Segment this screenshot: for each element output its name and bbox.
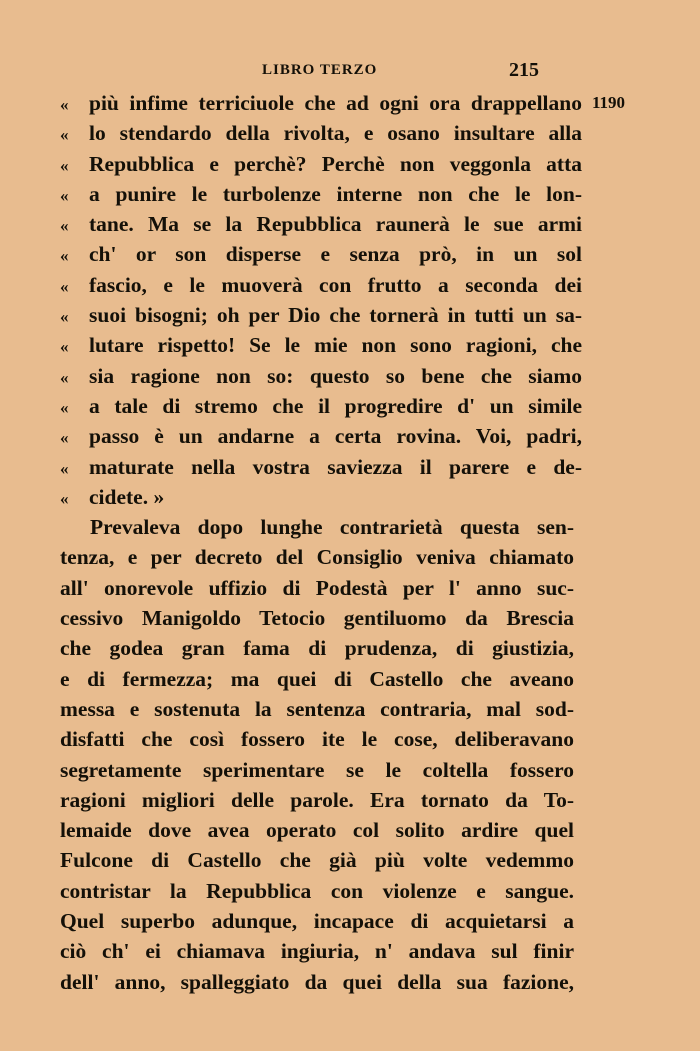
line-text: sia ragione non so: questo so bene che siamo: [89, 363, 582, 388]
text-line: [60, 118, 582, 148]
line-text: Prevaleva dopo lunghe contrarietà questa sen-: [90, 515, 574, 540]
quote-mark: «: [60, 307, 69, 327]
line-text: Repubblica e perchè? Perchè non veggonla atta: [89, 151, 582, 176]
page-number: 215: [509, 59, 539, 81]
text-line: [60, 785, 582, 815]
text-line: [60, 603, 582, 633]
text-line: [60, 361, 582, 391]
body-text: [60, 88, 582, 997]
line-text: passo è un andarne a certa rovina. Voi, padri,: [89, 424, 582, 449]
text-line: [60, 906, 582, 936]
text-line: [60, 179, 582, 209]
quote-mark: «: [60, 458, 69, 478]
text-line: [60, 542, 582, 572]
line-text: fascio, e le muoverà con frutto a seconda dei: [89, 272, 582, 297]
text-line: [60, 633, 582, 663]
text-line: [60, 149, 582, 179]
line-text: Fulcone di Castello che già più volte vedemmo: [60, 848, 574, 873]
text-line: [60, 88, 582, 118]
quote-mark: «: [60, 337, 69, 357]
line-text: lo stendardo della rivolta, e osano insultare alla: [89, 121, 582, 146]
line-text: a tale di stremo che il progredire d' un simile: [89, 393, 582, 418]
running-header: [0, 59, 700, 86]
text-line: [60, 876, 582, 906]
line-text: Quel superbo adunque, incapace di acquietarsi a: [60, 909, 574, 934]
text-line: [60, 239, 582, 269]
text-line: [60, 300, 582, 330]
quote-mark: «: [60, 488, 69, 508]
text-line: [60, 482, 582, 512]
text-line: [60, 391, 582, 421]
text-line: [60, 694, 582, 724]
quote-mark: «: [60, 397, 69, 417]
quote-mark: «: [60, 155, 69, 175]
line-text: messa e sostenuta la sentenza contraria, mal sod-: [60, 696, 574, 721]
line-text: ch' or son disperse e senza prò, in un sol: [89, 242, 582, 267]
line-text: a punire le turbolenze interne non che le lon-: [89, 181, 582, 206]
chapter-title: LIBRO TERZO: [262, 62, 378, 78]
line-text: ragioni migliori delle parole. Era tornato da To-: [60, 787, 574, 812]
line-text: dell' anno, spalleggiato da quei della sua fazione,: [60, 969, 574, 994]
text-line: [60, 755, 582, 785]
line-text: lutare rispetto! Se le mie non sono ragioni, che: [89, 333, 582, 358]
line-text: suoi bisogni; oh per Dio che tornerà in tutti un sa-: [89, 303, 582, 328]
text-line: [60, 270, 582, 300]
text-line: [60, 967, 582, 997]
line-text: all' onorevole uffizio di Podestà per l' anno suc-: [60, 575, 574, 600]
text-line: [60, 815, 582, 845]
text-line: [60, 845, 582, 875]
line-text: cidete. »: [89, 484, 165, 509]
line-text: segretamente sperimentare se le coltella fossero: [60, 757, 574, 782]
line-text: maturate nella vostra saviezza il parere e de-: [89, 454, 582, 479]
line-text: disfatti che così fossero ite le cose, deliberavano: [60, 727, 574, 752]
text-line: [60, 573, 582, 603]
text-line: [60, 330, 582, 360]
quote-mark: «: [60, 428, 69, 448]
line-text: contristar la Repubblica con violenze e sangue.: [60, 878, 574, 903]
line-text: e di fermezza; ma quei di Castello che aveano: [60, 666, 574, 691]
line-text: ciò ch' ei chiamava ingiuria, n' andava sul finir: [60, 939, 574, 964]
line-text: tane. Ma se la Repubblica raunerà le sue armi: [89, 212, 582, 237]
text-line: [60, 452, 582, 482]
line-text: cessivo Manigoldo Tetocio gentiluomo da Brescia: [60, 606, 574, 631]
quote-mark: «: [60, 276, 69, 296]
line-text: lemaide dove avea operato col solito ardire quel: [60, 818, 574, 843]
text-line: [60, 664, 582, 694]
text-line: [60, 209, 582, 239]
quote-mark: «: [60, 246, 69, 266]
margin-year-note: 1190: [592, 93, 626, 112]
text-line: [60, 512, 582, 542]
quote-mark: «: [60, 95, 69, 114]
text-line: [60, 421, 582, 451]
line-text: più infime terriciuole che ad ogni ora drappellano: [89, 91, 582, 115]
text-line: [60, 936, 582, 966]
quote-mark: «: [60, 185, 69, 205]
quote-mark: «: [60, 125, 69, 145]
line-text: tenza, e per decreto del Consiglio veniva chiamato: [60, 545, 574, 570]
quote-mark: «: [60, 216, 69, 236]
line-text: che godea gran fama di prudenza, di giustizia,: [60, 636, 574, 661]
quote-mark: «: [60, 367, 69, 387]
text-line: [60, 724, 582, 754]
